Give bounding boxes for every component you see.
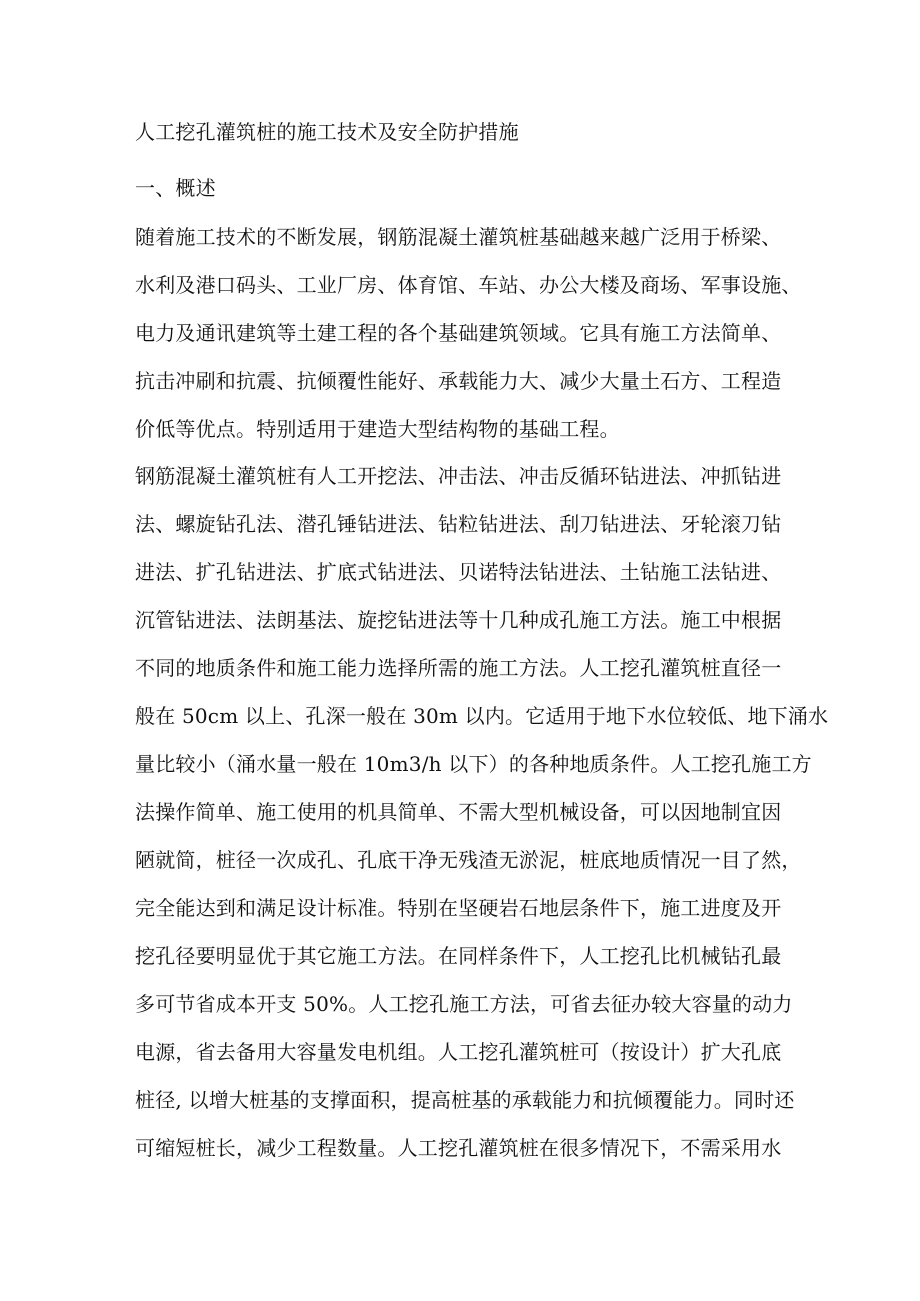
paragraph-line: 电力及通讯建筑等土建工程的各个基础建筑领域。它具有施工方法简单、	[135, 321, 782, 345]
paragraph-line: 进法、扩孔钻进法、扩底式钻进法、贝诺特法钻进法、土钻施工法钻进、	[135, 560, 782, 584]
paragraph-line: 不同的地质条件和施工能力选择所需的施工方法。人工挖孔灌筑桩直径一	[135, 656, 782, 680]
paragraph-line: 沉管钻进法、法朗基法、旋挖钻进法等十几种成孔施工方法。施工中根据	[135, 608, 782, 632]
paragraph-line: 量比较小（涌水量一般在 10m3/h 以下）的各种地质条件。人工挖孔施工方	[135, 752, 812, 776]
paragraph-line: 陋就简，桩径一次成孔、孔底干净无残渣无淤泥，桩底地质情况一目了然，	[135, 848, 802, 872]
section-heading-overview: 一、概述	[135, 176, 216, 200]
paragraph-line: 桩径, 以增大桩基的支撑面积，提高桩基的承载能力和抗倾覆能力。同时还	[135, 1088, 795, 1112]
paragraph-line: 多可节省成本开支 50%。人工挖孔施工方法，可省去征办较大容量的动力	[135, 992, 793, 1016]
paragraph-line: 挖孔径要明显优于其它施工方法。在同样条件下，人工挖孔比机械钻孔最	[135, 944, 782, 968]
paragraph-line: 可缩短桩长，减少工程数量。人工挖孔灌筑桩在很多情况下，不需采用水	[135, 1136, 782, 1160]
paragraph-line: 水利及港口码头、工业厂房、体育馆、车站、办公大楼及商场、军事设施、	[135, 273, 802, 297]
document-title: 人工挖孔灌筑桩的施工技术及安全防护措施	[135, 120, 519, 144]
paragraph-line: 随着施工技术的不断发展，钢筋混凝土灌筑桩基础越来越广泛用于桥梁、	[135, 225, 782, 249]
paragraph-line: 完全能达到和满足设计标准。特别在坚硬岩石地层条件下，施工进度及开	[135, 896, 782, 920]
paragraph-line: 抗击冲刷和抗震、抗倾覆性能好、承载能力大、减少大量土石方、工程造	[135, 369, 782, 393]
paragraph-line: 钢筋混凝土灌筑桩有人工开挖法、冲击法、冲击反循环钻进法、冲抓钻进	[135, 464, 782, 488]
paragraph-line: 法、螺旋钻孔法、潜孔锤钻进法、钻粒钻进法、刮刀钻进法、牙轮滚刀钻	[135, 512, 782, 536]
paragraph-line: 般在 50cm 以上、孔深一般在 30m 以内。它适用于地下水位较低、地下涌水	[135, 704, 829, 728]
paragraph-line: 电源，省去备用大容量发电机组。人工挖孔灌筑桩可（按设计）扩大孔底	[135, 1040, 782, 1064]
paragraph-line: 价低等优点。特别适用于建造大型结构物的基础工程。	[135, 417, 620, 441]
paragraph-line: 法操作简单、施工使用的机具简单、不需大型机械设备，可以因地制宜因	[135, 800, 782, 824]
